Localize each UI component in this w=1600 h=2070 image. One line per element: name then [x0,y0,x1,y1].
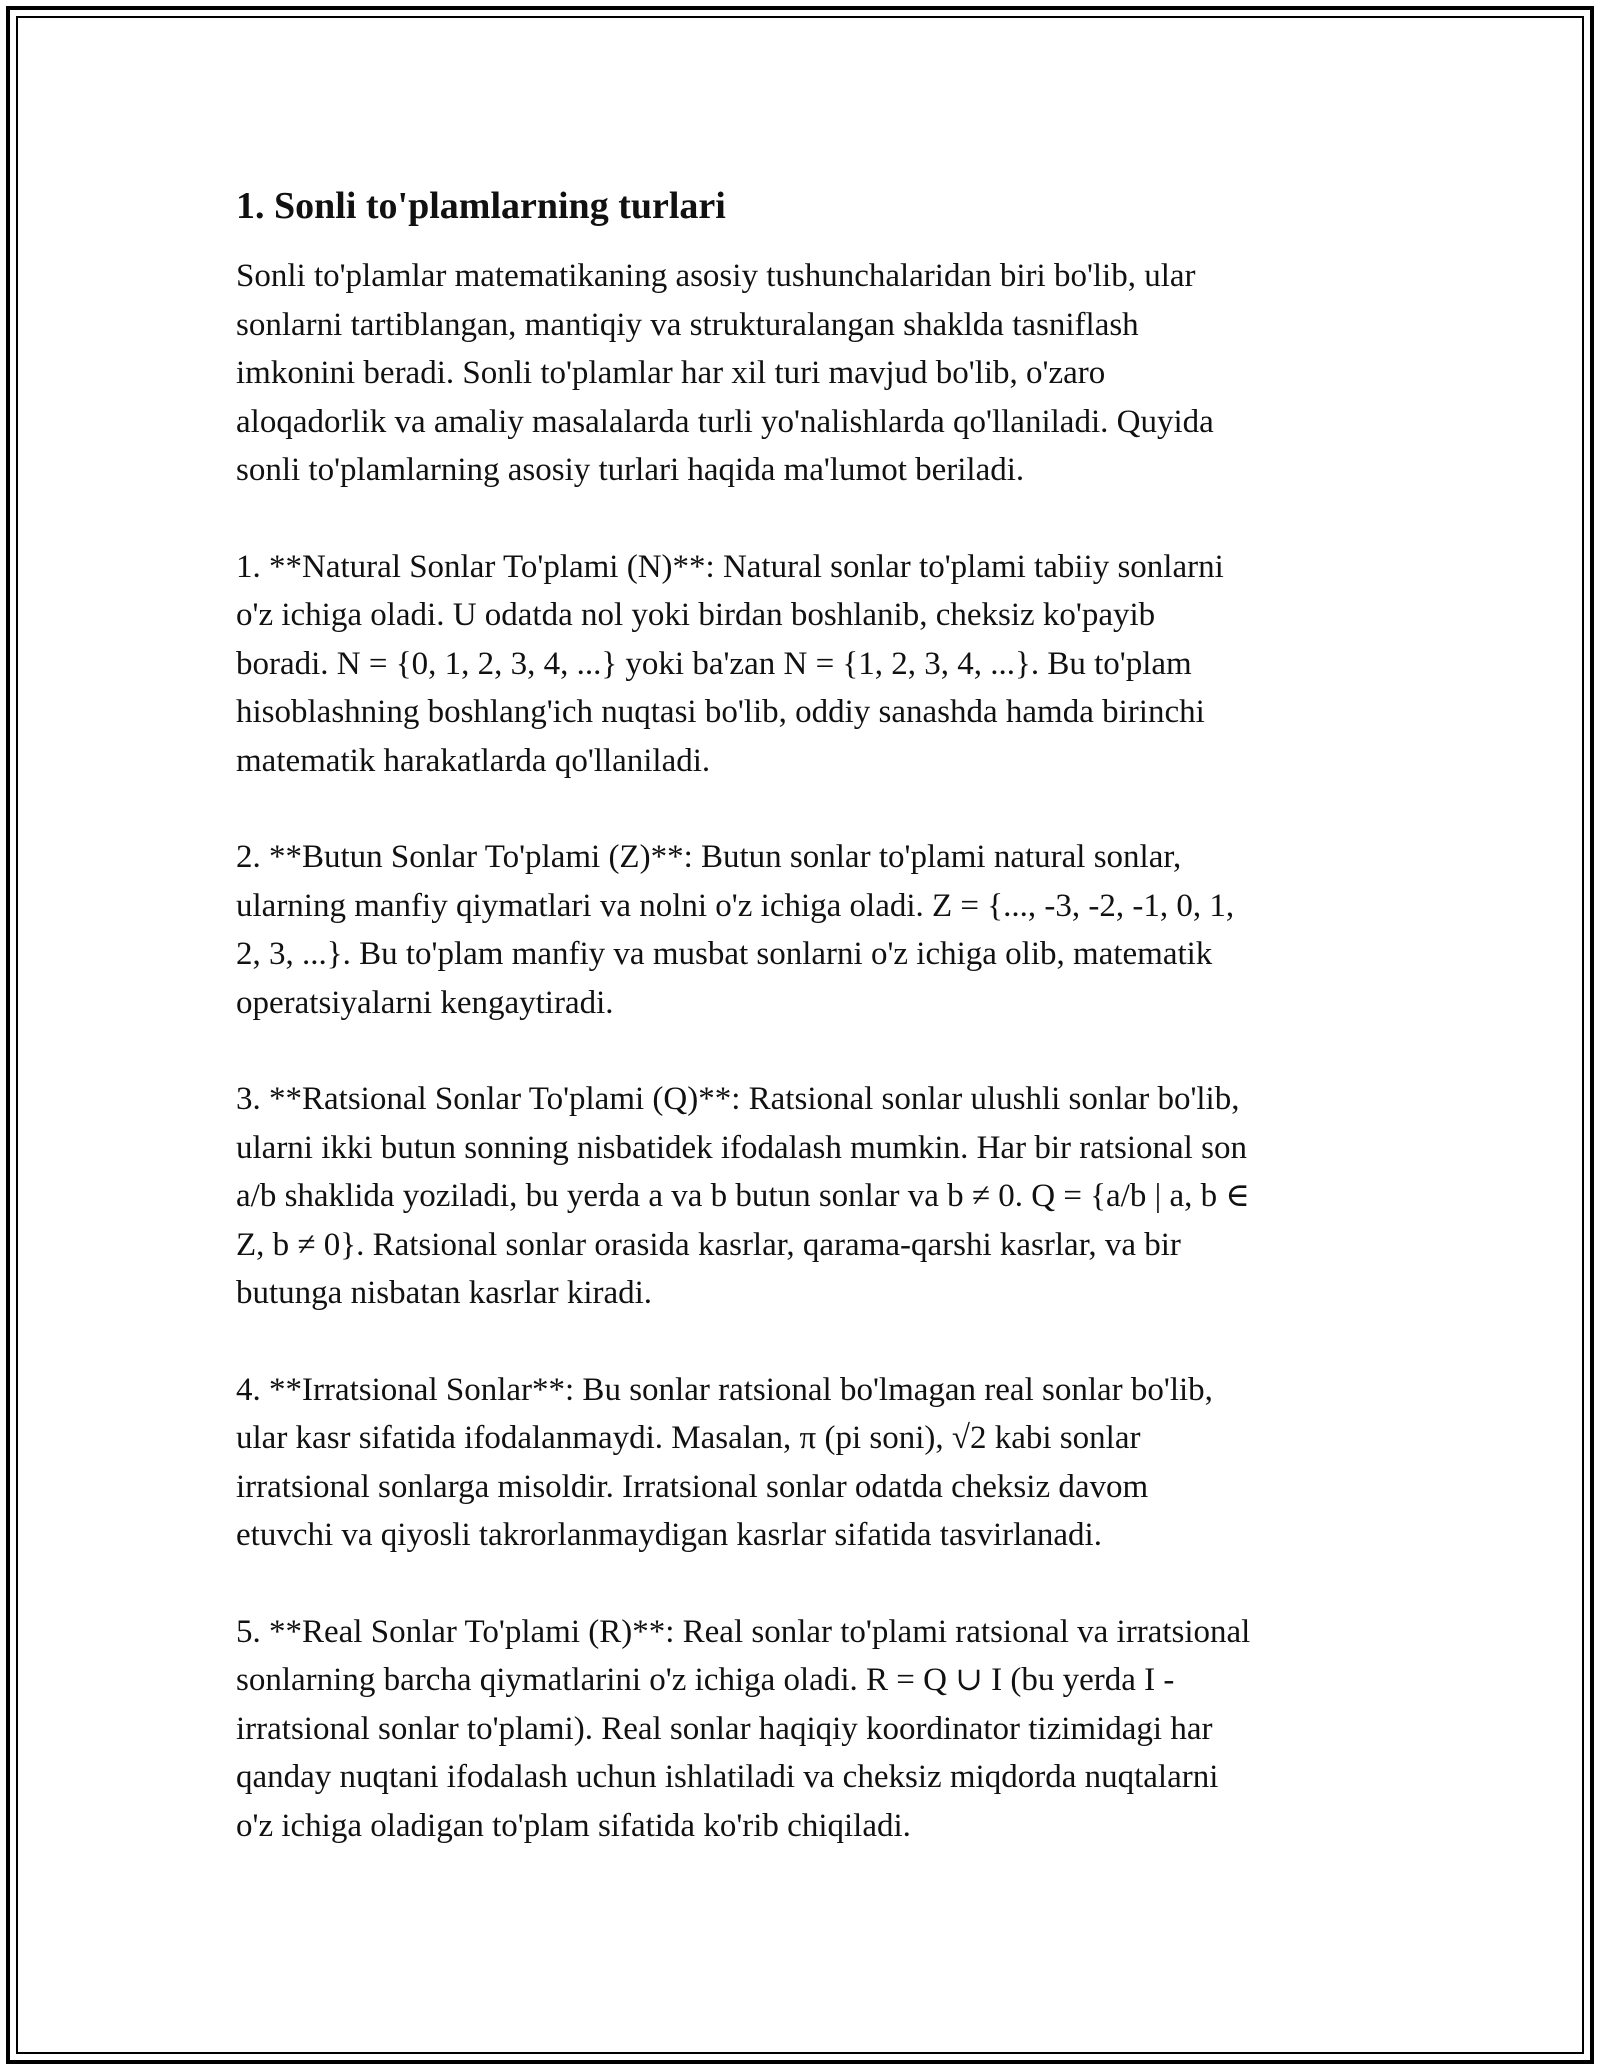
natural-numbers-paragraph: 1. **Natural Sonlar To'plami (N)**: Natural sonlar to'plami tabiiy sonlarni o'z ichiga oladi. U odatda nol yoki birdan boshlanib, cheksiz ko'payib boradi. N = {0, 1, 2, 3, 4, ...} yoki ba'zan N = {1, 2, 3, 4, ...}. Bu to'plam hisoblashning boshlang'ich nuqtasi bo'lib, oddiy sanashda hamda birinchi matematik harakatlarda qo'llaniladi. [236,548,1224,779]
intro-paragraph: Sonli to'plamlar matematikaning asosiy tushunchalaridan biri bo'lib, ular sonlarni tartiblangan, mantiqiy va strukturalangan shaklda tasniflash imkonini beradi. Sonli to'plamlar har xil turi mavjud bo'lib, o'zaro aloqadorlik va amaliy masalalarda turli yo'nalishlarda qo'llaniladi. Quyida sonli to'plamlarning asosiy turlari haqida ma'lumot beriladi. [236,258,1214,488]
document-body [236,182,1366,1898]
irrational-numbers-paragraph: 4. **Irratsional Sonlar**: Bu sonlar ratsional bo'lmagan real sonlar bo'lib, ular kasr sifatida ifodalanmaydi. Masalan, π (pi soni), √2 kabi sonlar irratsional sonlarga misoldir. Irratsional sonlar odatda cheksiz davom etuvchi va qiyosli takrorlanmaydigan kasrlar sifatida tasvirlanadi. [236,1371,1213,1553]
section-heading: 1. Sonli to'plamlarning turlari [236,185,726,227]
integers-paragraph: 2. **Butun Sonlar To'plami (Z)**: Butun sonlar to'plami natural sonlar, ularning manfiy qiymatlari va nolni o'z ichiga oladi. Z = {..., -3, -2, -1, 0, 1, 2, 3, ...}. Bu to'plam manfiy va musbat sonlarni o'z ichiga olib, matematik operatsiyalarni kengaytiradi. [236,839,1235,1021]
real-numbers-paragraph: 5. **Real Sonlar To'plami (R)**: Real sonlar to'plami ratsional va irratsional sonlarning barcha qiymatlarini o'z ichiga oladi. R = Q ∪ I (bu yerda I - irratsional sonlar to'plami). Real sonlar haqiqiy koordinator tizimidagi har qanday nuqtani ifodalash uchun ishlatiladi va cheksiz miqdorda nuqtalarni o'z ichiga oladigan to'plam sifatida ko'rib chiqiladi. [236,1613,1251,1844]
rational-numbers-paragraph: 3. **Ratsional Sonlar To'plami (Q)**: Ratsional sonlar ulushli sonlar bo'lib, ularni ikki butun sonning nisbatidek ifodalash mumkin. Har bir ratsional son a/b shaklida yoziladi, bu yerda a va b butun sonlar va b ≠ 0. Q = {a/b | a, b ∈ Z, b ≠ 0}. Ratsional sonlar orasida kasrlar, qarama-qarshi kasrlar, va bir butunga nisbatan kasrlar kiradi. [236,1081,1250,1311]
